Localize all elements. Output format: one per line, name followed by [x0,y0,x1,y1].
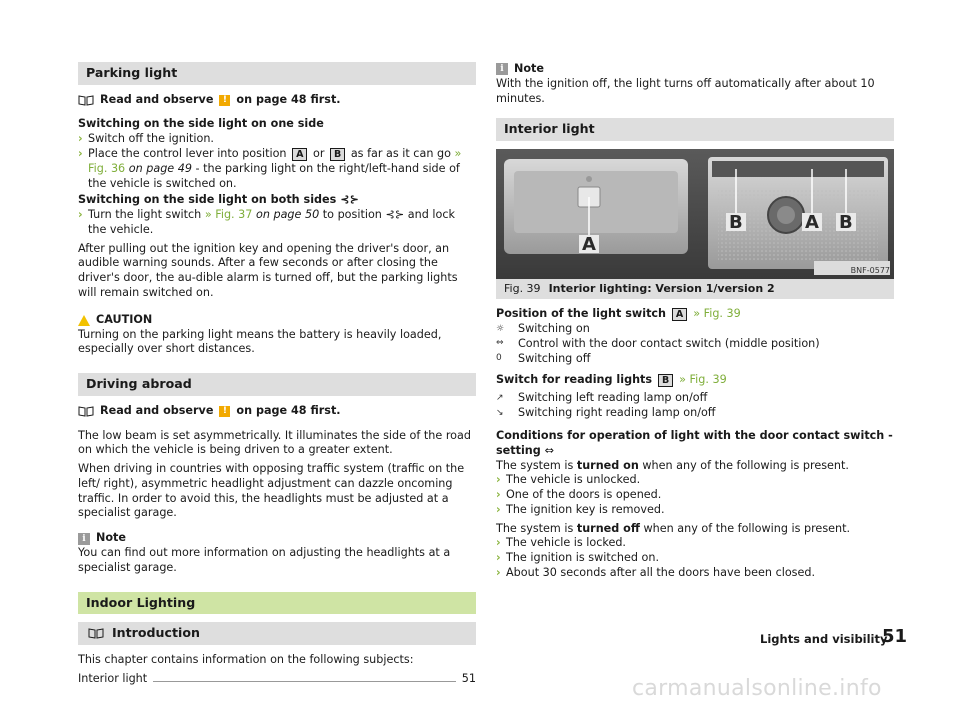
left-column [78,62,476,686]
warning-icon: ! [219,406,230,417]
caution-title: CAUTION [96,312,153,326]
arrow-bullet-icon: › [496,488,501,502]
step-text-compound [88,208,476,238]
callout-label-a-left: A [582,233,596,255]
left-reading-lamp-icon: ↗ [496,392,504,403]
both-sides-title [78,193,476,208]
condition-item [496,536,894,551]
position-item-text: Switching off [518,351,591,365]
figure-link[interactable]: » Fig. 39 [679,372,727,386]
position-item [496,352,894,367]
footer-section-label: Lights and visibility [760,632,888,646]
key-label-a: A [672,308,687,321]
condition-text: The vehicle is locked. [506,536,626,550]
condition-text: The vehicle is unlocked. [506,473,641,487]
arrow-bullet-icon: › [78,146,83,160]
note-text: You can find out more information on adjusting the headlights at a specialist garage. [78,545,451,574]
page-ref: on page 49 [128,161,192,175]
reading-item [496,391,894,406]
caution-text: Turning on the parking light means the battery is heavily loaded, especially over short distances. [78,327,442,356]
position-item-text: Control with the door contact switch (middle position) [518,337,820,351]
warning-icon: ! [219,95,230,106]
turned-on-line [496,459,894,474]
section-heading-indoor: Indoor Lighting [78,592,476,615]
position-title [496,307,894,322]
turned-on-bold: turned on [576,458,639,472]
step-text: and lock the vehicle. [88,208,455,236]
side-light-icon: ⊰⊱ [385,208,405,222]
interior-light-illustration [496,149,894,279]
position-item-text: Switching on [518,322,590,336]
intro-text: This chapter contains information on the following subjects: [78,652,414,666]
section-heading-interior: Interior light [496,118,894,141]
position-item [496,337,894,352]
turned-off-bold: turned off [576,521,640,535]
arrow-bullet-icon: › [78,208,83,222]
condition-item [496,551,894,566]
side-light-icon: ⊰⊱ [340,193,359,207]
turned-off-pre: The system is [496,521,574,535]
conditions-title [496,429,894,459]
condition-text: The ignition key is removed. [506,502,665,516]
figure-caption-text: Interior lighting: Version 1/version 2 [548,281,775,295]
turned-on-pre: The system is [496,458,574,472]
note-heading [496,62,894,77]
intro-heading [78,622,476,645]
conditions-title-text: Conditions for operation of light with the door contact switch - setting [496,428,893,457]
watermark: carmanualsonline.info [632,676,882,701]
step-item [78,147,476,191]
footer-page-number: 51 [882,626,908,647]
toc-entry[interactable] [78,672,476,687]
condition-text: The ignition is switched on. [506,551,659,565]
figure-link[interactable]: » Fig. 39 [693,307,741,321]
read-observe-text: Read and observe [100,403,214,417]
step-text: or [313,146,325,160]
after-text: After pulling out the ignition key and opening the driver's door, an audible warning sounds. After a few seconds or after closing the driver's door, the au-dible alarm is turned off, but the parking lights will remain switched on. [78,241,458,299]
door-contact-icon: ⇔ [544,443,555,457]
caution-icon [78,315,90,326]
turned-off-post: when any of the following is present. [643,521,851,535]
book-icon [78,406,94,417]
step-text: to position [322,208,382,222]
light-off-icon: 0 [496,353,502,364]
caution-heading [78,313,476,328]
step-item [78,132,476,147]
condition-text: One of the doors is opened. [506,488,662,502]
note-heading [78,531,476,546]
arrow-bullet-icon: › [78,132,83,146]
turned-off-line [496,522,894,537]
read-observe-page: on page 48 first. [236,92,341,106]
position-title-text: Position of the light switch [496,307,667,321]
page-ref: on page 50 [255,208,320,222]
one-side-title: Switching on the side light on one side [78,117,324,131]
callout-label-b-left: B [729,211,743,233]
toc-page-number: 51 [461,671,476,685]
key-label-b: B [658,374,673,387]
book-icon [88,628,104,639]
right-column [496,62,894,581]
section-heading-abroad: Driving abroad [78,373,476,396]
info-icon: i [78,533,90,545]
key-label-b: B [330,148,345,161]
read-observe-row [78,404,476,419]
light-on-icon: ☼ [496,323,505,334]
figure-link[interactable]: » Fig. 36 [88,146,462,175]
arrow-bullet-icon: › [496,536,501,550]
door-contact-icon: ⇔ [496,338,504,349]
arrow-bullet-icon: › [496,565,501,579]
condition-item [496,566,894,581]
reading-item-text: Switching left reading lamp on/off [518,391,708,405]
reading-item-text: Switching right reading lamp on/off [518,406,716,420]
step-text: as far as it can go [350,146,451,160]
read-observe-text: Read and observe [100,92,214,106]
condition-item [496,473,894,488]
step-text: Place the control lever into position [88,146,287,160]
note-title: Note [514,62,544,75]
toc-item-label[interactable]: Interior light [78,671,148,685]
position-item [496,322,894,337]
read-observe-row [78,93,476,108]
toc-leader [153,681,456,682]
figure-link[interactable]: » Fig. 37 [204,208,253,222]
abroad-paragraph-2: When driving in countries with opposing traffic system (traffic on the left/ right), asymmetric headlight adjustment can dazzle oncoming traffic. In order to avoid this, the headlights must be adjusted at a specialist garage. [78,462,465,520]
step-text: Turn the light switch [88,208,202,222]
book-icon [78,95,94,106]
section-heading-parking: Parking light [78,62,476,85]
step-text: - the parking light on the right/left-hand side of the vehicle is switched on. [88,161,460,190]
reading-item [496,406,894,421]
figure-caption [496,279,894,300]
right-reading-lamp-icon: ↘ [496,407,504,418]
intro-title: Introduction [112,625,200,641]
both-sides-title-text: Switching on the side light on both sides [78,193,337,207]
reading-title-text: Switch for reading lights [496,372,653,386]
figure-code: BNF-0577 [850,266,890,276]
note-title: Note [96,531,126,545]
read-observe-page: on page 48 first. [236,403,341,417]
key-label-a: A [292,148,307,161]
callout-label-b-right: B [839,211,853,233]
step-text-compound [88,147,476,191]
figure-number: Fig. 39 [504,281,541,295]
arrow-bullet-icon: › [496,551,501,565]
note-text: With the ignition off, the light turns off automatically after about 10 minutes. [496,76,875,105]
step-text: Switch off the ignition. [88,132,214,146]
step-item [78,208,476,238]
arrow-bullet-icon: › [496,502,501,516]
reading-title [496,373,894,388]
info-icon: i [496,63,508,75]
callout-label-a-right: A [805,211,819,233]
condition-text: About 30 seconds after all the doors have been closed. [506,565,816,579]
abroad-paragraph-1: The low beam is set asymmetrically. It illuminates the side of the road on which the vehicle is being driven to a greater extent. [78,428,471,457]
turned-on-post: when any of the following is present. [642,458,849,472]
interior-light-figure [496,149,894,279]
condition-item [496,503,894,518]
arrow-bullet-icon: › [496,473,501,487]
condition-item [496,488,894,503]
